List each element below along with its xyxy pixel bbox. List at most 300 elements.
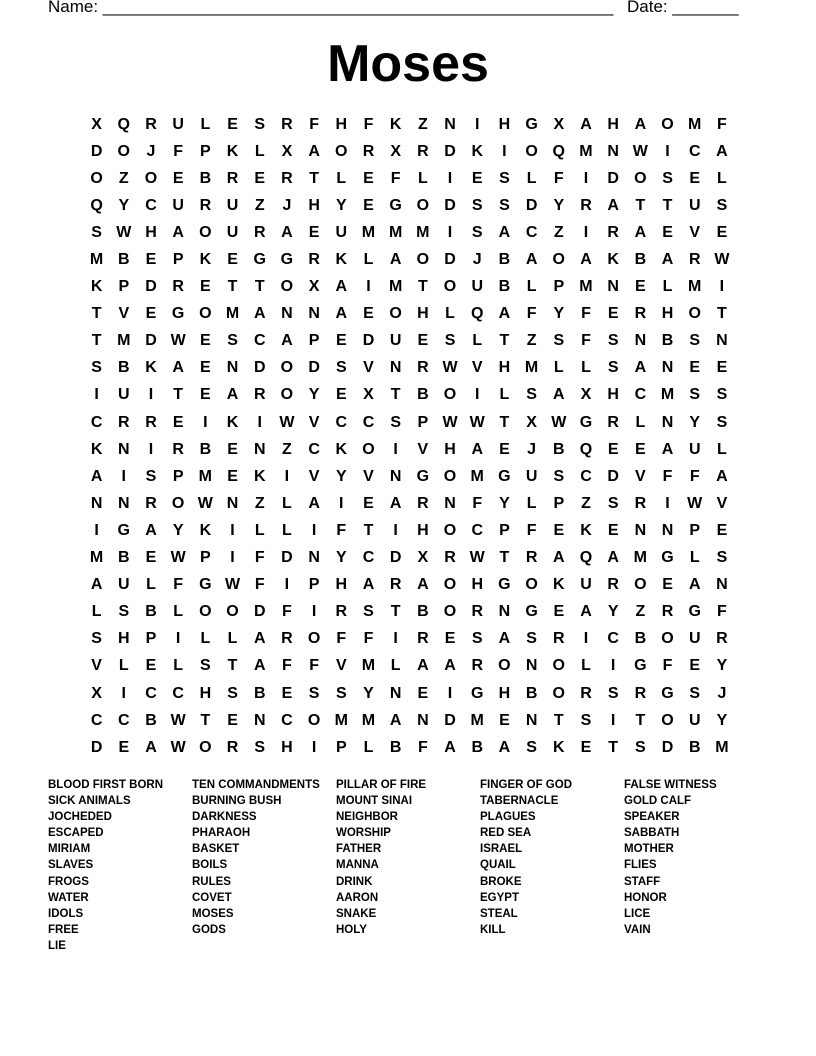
grid-letter: V (363, 359, 374, 377)
grid-letter: W (197, 494, 213, 512)
grid-row (83, 355, 736, 382)
grid-letter: B (389, 738, 402, 756)
grid-letter: A (498, 223, 511, 241)
grid-letter: K (389, 115, 402, 133)
grid-letter: Q (579, 440, 593, 458)
grid-letter: K (199, 251, 212, 269)
grid-letter: G (498, 576, 511, 594)
grid-letter: I (284, 576, 290, 594)
grid-letter: L (200, 115, 211, 133)
grid-letter: W (469, 549, 485, 567)
grid-letter: S (607, 332, 619, 350)
grid-letter: I (719, 278, 725, 296)
grid-letter: O (280, 359, 294, 377)
grid-letter: E (227, 251, 238, 269)
grid-letter: G (253, 251, 266, 269)
grid-letter: A (607, 549, 619, 567)
grid-letter: D (145, 332, 157, 350)
grid-letter: P (499, 521, 510, 539)
grid-letter: R (145, 115, 157, 133)
grid-letter: O (307, 630, 321, 648)
grid-letter: W (170, 738, 186, 756)
grid-letter: I (203, 413, 208, 431)
grid-letter: X (390, 142, 401, 160)
word-list-item: SPEAKER (624, 811, 680, 824)
word-list-column (480, 777, 624, 954)
word-list-item: LICE (624, 907, 651, 920)
grid-letter: C (362, 413, 375, 431)
grid-letter: M (688, 115, 702, 133)
grid-letter: E (580, 738, 592, 756)
grid-letter: H (281, 738, 293, 756)
grid-letter: Y (716, 711, 728, 729)
grid-letter: K (253, 467, 266, 485)
grid-letter: A (362, 576, 375, 594)
grid-letter: A (716, 467, 728, 485)
word-list-item: VAIN (624, 923, 651, 936)
word-list-item: HONOR (624, 891, 667, 904)
grid-letter: K (90, 278, 103, 296)
grid-letter: L (499, 386, 510, 404)
grid-letter: L (581, 359, 591, 377)
word-list-item: COVET (192, 891, 232, 904)
grid-letter: S (526, 386, 537, 404)
grid-letter: H (444, 440, 456, 458)
grid-letter: R (226, 738, 239, 756)
grid-letter: U (688, 711, 701, 729)
grid-letter: A (580, 115, 592, 133)
word-list-item: JOCHEDED (48, 811, 112, 824)
grid-letter: K (90, 440, 103, 458)
grid-letter: A (716, 142, 728, 160)
grid-letter: D (145, 278, 157, 296)
grid-letter: L (635, 413, 646, 431)
grid-letter: L (118, 657, 129, 675)
grid-letter: N (661, 359, 674, 377)
grid-letter: S (716, 549, 728, 567)
grid-letter: I (474, 386, 480, 404)
grid-letter: I (121, 684, 126, 702)
grid-letter: L (336, 169, 347, 187)
grid-letter: T (227, 657, 238, 675)
grid-letter: E (118, 738, 130, 756)
grid-letter: R (281, 630, 293, 648)
grid-letter: R (553, 630, 565, 648)
grid-letter: J (146, 142, 156, 160)
grid-letter: N (253, 440, 266, 458)
grid-letter: B (498, 278, 511, 296)
grid-letter: L (689, 549, 700, 567)
grid-letter: S (335, 359, 347, 377)
grid-letter: S (118, 603, 130, 621)
grid-row (83, 301, 736, 328)
grid-letter: V (363, 467, 374, 485)
grid-letter: R (335, 603, 348, 621)
grid-letter: G (389, 196, 402, 214)
grid-letter: U (118, 576, 130, 594)
grid-letter: V (308, 413, 320, 431)
grid-letter: S (716, 196, 728, 214)
grid-letter: M (416, 223, 430, 241)
word-list-item: BASKET (192, 843, 240, 856)
grid-letter: E (635, 440, 646, 458)
grid-letter: E (499, 440, 510, 458)
grid-letter: M (579, 278, 593, 296)
grid-letter: F (282, 603, 292, 621)
grid-letter: S (580, 711, 592, 729)
grid-letter: H (607, 115, 619, 133)
word-list-item: HOLY (336, 923, 367, 936)
grid-letter: N (661, 413, 674, 431)
grid-letter: I (148, 440, 154, 458)
grid-letter: B (525, 684, 538, 702)
grid-letter: Z (526, 332, 537, 350)
grid-letter: G (199, 576, 212, 594)
grid-letter: W (469, 413, 485, 431)
grid-letter: I (311, 603, 317, 621)
grid-letter: E (635, 278, 646, 296)
grid-letter: U (471, 278, 483, 296)
grid-letter: X (526, 413, 537, 431)
grid-letter: B (634, 251, 647, 269)
grid-letter: X (308, 278, 320, 296)
grid-letter: E (281, 684, 293, 702)
grid-letter: R (226, 169, 239, 187)
grid-row (83, 382, 736, 409)
grid-letter: L (553, 359, 564, 377)
grid-letter: E (471, 169, 483, 187)
grid-letter: E (335, 332, 347, 350)
grid-letter: T (390, 386, 401, 404)
grid-letter: A (172, 223, 184, 241)
grid-letter: W (170, 549, 186, 567)
word-list-item: BROKE (480, 875, 522, 888)
grid-letter: D (281, 549, 293, 567)
grid-letter: E (553, 603, 565, 621)
grid-letter: D (607, 467, 619, 485)
grid-letter: S (689, 332, 701, 350)
grid-letter: D (444, 142, 456, 160)
grid-letter: Y (689, 413, 701, 431)
grid-letter: X (91, 115, 102, 133)
grid-letter: O (552, 684, 565, 702)
grid-letter: E (145, 251, 157, 269)
grid-letter: D (389, 549, 402, 567)
grid-letter: P (553, 278, 565, 296)
grid-letter: X (281, 142, 293, 160)
grid-letter: C (580, 467, 592, 485)
grid-letter: S (254, 738, 266, 756)
grid-letter: T (91, 332, 102, 350)
grid-letter: B (417, 386, 429, 404)
grid-letter: A (226, 386, 239, 404)
grid-letter: H (308, 196, 320, 214)
grid-letter: E (227, 440, 238, 458)
grid-row (83, 490, 736, 517)
grid-letter: A (634, 223, 647, 241)
grid-letter: E (363, 169, 374, 187)
grid-letter: Y (118, 196, 130, 214)
grid-letter: M (524, 359, 539, 377)
grid-letter: M (715, 738, 729, 756)
grid-letter: T (717, 305, 727, 323)
grid-letter: S (607, 359, 619, 377)
grid-letter: A (417, 657, 429, 675)
date-field-label: Date: _______ (627, 0, 739, 16)
word-list-item: STAFF (624, 875, 661, 888)
grid-letter: T (635, 711, 646, 729)
grid-letter: R (471, 603, 483, 621)
grid-letter: K (471, 142, 483, 160)
grid-letter: F (526, 305, 537, 323)
grid-letter: V (689, 223, 701, 241)
grid-letter: I (474, 115, 480, 133)
grid-letter: I (447, 223, 453, 241)
grid-letter: E (716, 359, 728, 377)
grid-letter: O (199, 603, 212, 621)
word-list-item: IDOLS (48, 907, 84, 920)
grid-letter: G (171, 305, 185, 323)
grid-letter: M (688, 278, 702, 296)
grid-letter: G (470, 684, 484, 702)
grid-letter: S (689, 386, 701, 404)
grid-letter: S (471, 223, 483, 241)
grid-letter: M (660, 386, 675, 404)
grid-letter: V (716, 494, 728, 512)
grid-letter: T (553, 711, 564, 729)
grid-letter: B (498, 251, 511, 269)
grid-letter: F (689, 467, 700, 485)
grid-letter: C (90, 711, 103, 729)
grid-letter: L (173, 603, 184, 621)
grid-letter: N (607, 142, 619, 160)
grid-letter: U (580, 576, 592, 594)
grid-row (83, 165, 736, 192)
grid-letter: N (634, 521, 647, 539)
grid-letter: H (335, 115, 348, 133)
grid-letter: G (661, 684, 674, 702)
grid-letter: D (362, 332, 375, 350)
word-list-item: SLAVES (48, 859, 94, 872)
grid-letter: K (335, 251, 348, 269)
grid-letter: W (551, 413, 567, 431)
grid-letter: F (472, 494, 483, 512)
grid-letter: M (470, 711, 484, 729)
grid-letter: J (282, 196, 292, 214)
grid-row (83, 436, 736, 463)
grid-letter: W (170, 711, 186, 729)
grid-letter: D (525, 196, 538, 214)
grid-letter: B (145, 711, 157, 729)
grid-letter: I (583, 169, 589, 187)
grid-letter: U (688, 440, 701, 458)
grid-letter: R (417, 494, 429, 512)
grid-letter: D (607, 169, 619, 187)
word-list-item: GOLD CALF (624, 795, 692, 808)
grid-letter: T (227, 278, 238, 296)
grid-letter: M (334, 711, 348, 729)
grid-letter: N (118, 440, 130, 458)
grid-letter: R (253, 223, 266, 241)
grid-letter: E (689, 657, 701, 675)
grid-letter: L (417, 169, 428, 187)
grid-letter: R (199, 196, 212, 214)
grid-letter: K (553, 738, 565, 756)
grid-letter: O (688, 305, 701, 323)
word-list-item: SABBATH (624, 827, 680, 840)
grid-letter: O (280, 278, 294, 296)
grid-letter: H (471, 576, 483, 594)
grid-letter: S (499, 169, 510, 187)
grid-letter: P (118, 278, 130, 296)
grid-letter: F (282, 657, 292, 675)
grid-letter: L (662, 278, 673, 296)
grid-letter: L (146, 576, 156, 594)
grid-letter: N (444, 115, 456, 133)
grid-letter: O (661, 630, 674, 648)
grid-letter: R (607, 576, 619, 594)
grid-letter: M (579, 142, 593, 160)
word-list-item: MANNA (336, 859, 379, 872)
grid-letter: D (444, 711, 456, 729)
grid-letter: W (714, 251, 730, 269)
grid-letter: R (634, 684, 647, 702)
grid-letter: W (632, 142, 648, 160)
grid-letter: A (580, 251, 592, 269)
grid-letter: A (172, 359, 184, 377)
grid-letter: F (336, 630, 347, 648)
grid-letter: K (335, 440, 348, 458)
grid-letter: N (661, 521, 674, 539)
grid-letter: E (200, 278, 211, 296)
grid-letter: Z (254, 494, 265, 512)
grid-letter: O (552, 251, 565, 269)
grid-letter: U (688, 630, 701, 648)
grid-letter: O (280, 386, 294, 404)
grid-letter: V (417, 440, 429, 458)
grid-letter: O (416, 251, 430, 269)
grid-letter: I (610, 657, 616, 675)
grid-letter: U (688, 196, 701, 214)
grid-letter: X (553, 115, 565, 133)
grid-letter: E (607, 305, 619, 323)
grid-letter: D (90, 738, 103, 756)
grid-letter: C (335, 413, 348, 431)
grid-letter: U (118, 386, 130, 404)
grid-letter: N (444, 494, 456, 512)
grid-letter: V (308, 467, 320, 485)
grid-letter: N (226, 494, 239, 512)
grid-row (83, 111, 736, 138)
word-list-item: DARKNESS (192, 811, 257, 824)
grid-letter: I (366, 278, 371, 296)
grid-letter: C (145, 196, 157, 214)
grid-letter: A (308, 494, 320, 512)
grid-letter: I (610, 711, 616, 729)
grid-letter: T (662, 196, 673, 214)
grid-letter: L (445, 305, 455, 323)
grid-letter: N (308, 549, 320, 567)
word-list-item: NEIGHBOR (336, 811, 398, 824)
grid-letter: X (91, 684, 102, 702)
grid-letter: H (145, 223, 157, 241)
grid-letter: A (580, 603, 592, 621)
grid-letter: Z (118, 169, 129, 187)
grid-letter: O (661, 711, 674, 729)
grid-letter: Y (607, 603, 619, 621)
grid-letter: N (389, 684, 402, 702)
grid-letter: E (553, 521, 565, 539)
grid-row (83, 463, 736, 490)
grid-letter: W (687, 494, 703, 512)
grid-letter: B (417, 603, 429, 621)
grid-letter: I (393, 630, 398, 648)
grid-letter: Y (308, 386, 320, 404)
grid-letter: O (144, 169, 158, 187)
grid-letter: E (172, 413, 184, 431)
grid-letter: M (388, 223, 403, 241)
grid-letter: E (689, 359, 701, 377)
grid-letter: O (90, 169, 103, 187)
grid-letter: U (525, 467, 538, 485)
grid-letter: C (308, 440, 320, 458)
word-list-item: WATER (48, 891, 89, 904)
grid-letter: F (662, 657, 673, 675)
grid-letter: F (553, 169, 564, 187)
grid-letter: M (470, 467, 484, 485)
grid-letter: P (200, 549, 211, 567)
grid-letter: O (634, 576, 647, 594)
grid-letter: C (634, 386, 647, 404)
grid-row (83, 517, 736, 544)
grid-letter: L (282, 494, 292, 512)
grid-letter: Y (335, 467, 347, 485)
grid-letter: S (254, 115, 266, 133)
grid-letter: A (90, 576, 103, 594)
grid-letter: E (227, 711, 238, 729)
grid-letter: I (148, 386, 154, 404)
grid-letter: T (499, 332, 510, 350)
grid-letter: B (199, 440, 212, 458)
grid-row (83, 572, 736, 599)
grid-letter: T (173, 386, 184, 404)
grid-letter: A (634, 115, 647, 133)
grid-letter: A (335, 305, 348, 323)
grid-letter: C (525, 223, 538, 241)
grid-row (83, 734, 736, 761)
grid-letter: N (525, 657, 538, 675)
grid-letter: O (416, 196, 430, 214)
grid-letter: C (253, 332, 266, 350)
grid-letter: I (339, 494, 344, 512)
grid-row (83, 707, 736, 734)
grid-letter: S (363, 603, 374, 621)
grid-letter: I (94, 521, 99, 539)
grid-letter: S (553, 467, 565, 485)
grid-letter: O (525, 142, 538, 160)
grid-letter: E (254, 169, 266, 187)
grid-letter: R (389, 576, 402, 594)
grid-letter: R (525, 549, 538, 567)
grid-letter: A (688, 576, 701, 594)
word-list-item: TEN COMMANDMENTS (192, 779, 320, 791)
grid-row (83, 246, 736, 273)
grid-letter: C (172, 684, 184, 702)
word-list-item: KILL (480, 923, 506, 936)
word-list-item: SICK ANIMALS (48, 795, 131, 808)
grid-letter: F (309, 657, 319, 675)
grid-letter: N (253, 711, 266, 729)
